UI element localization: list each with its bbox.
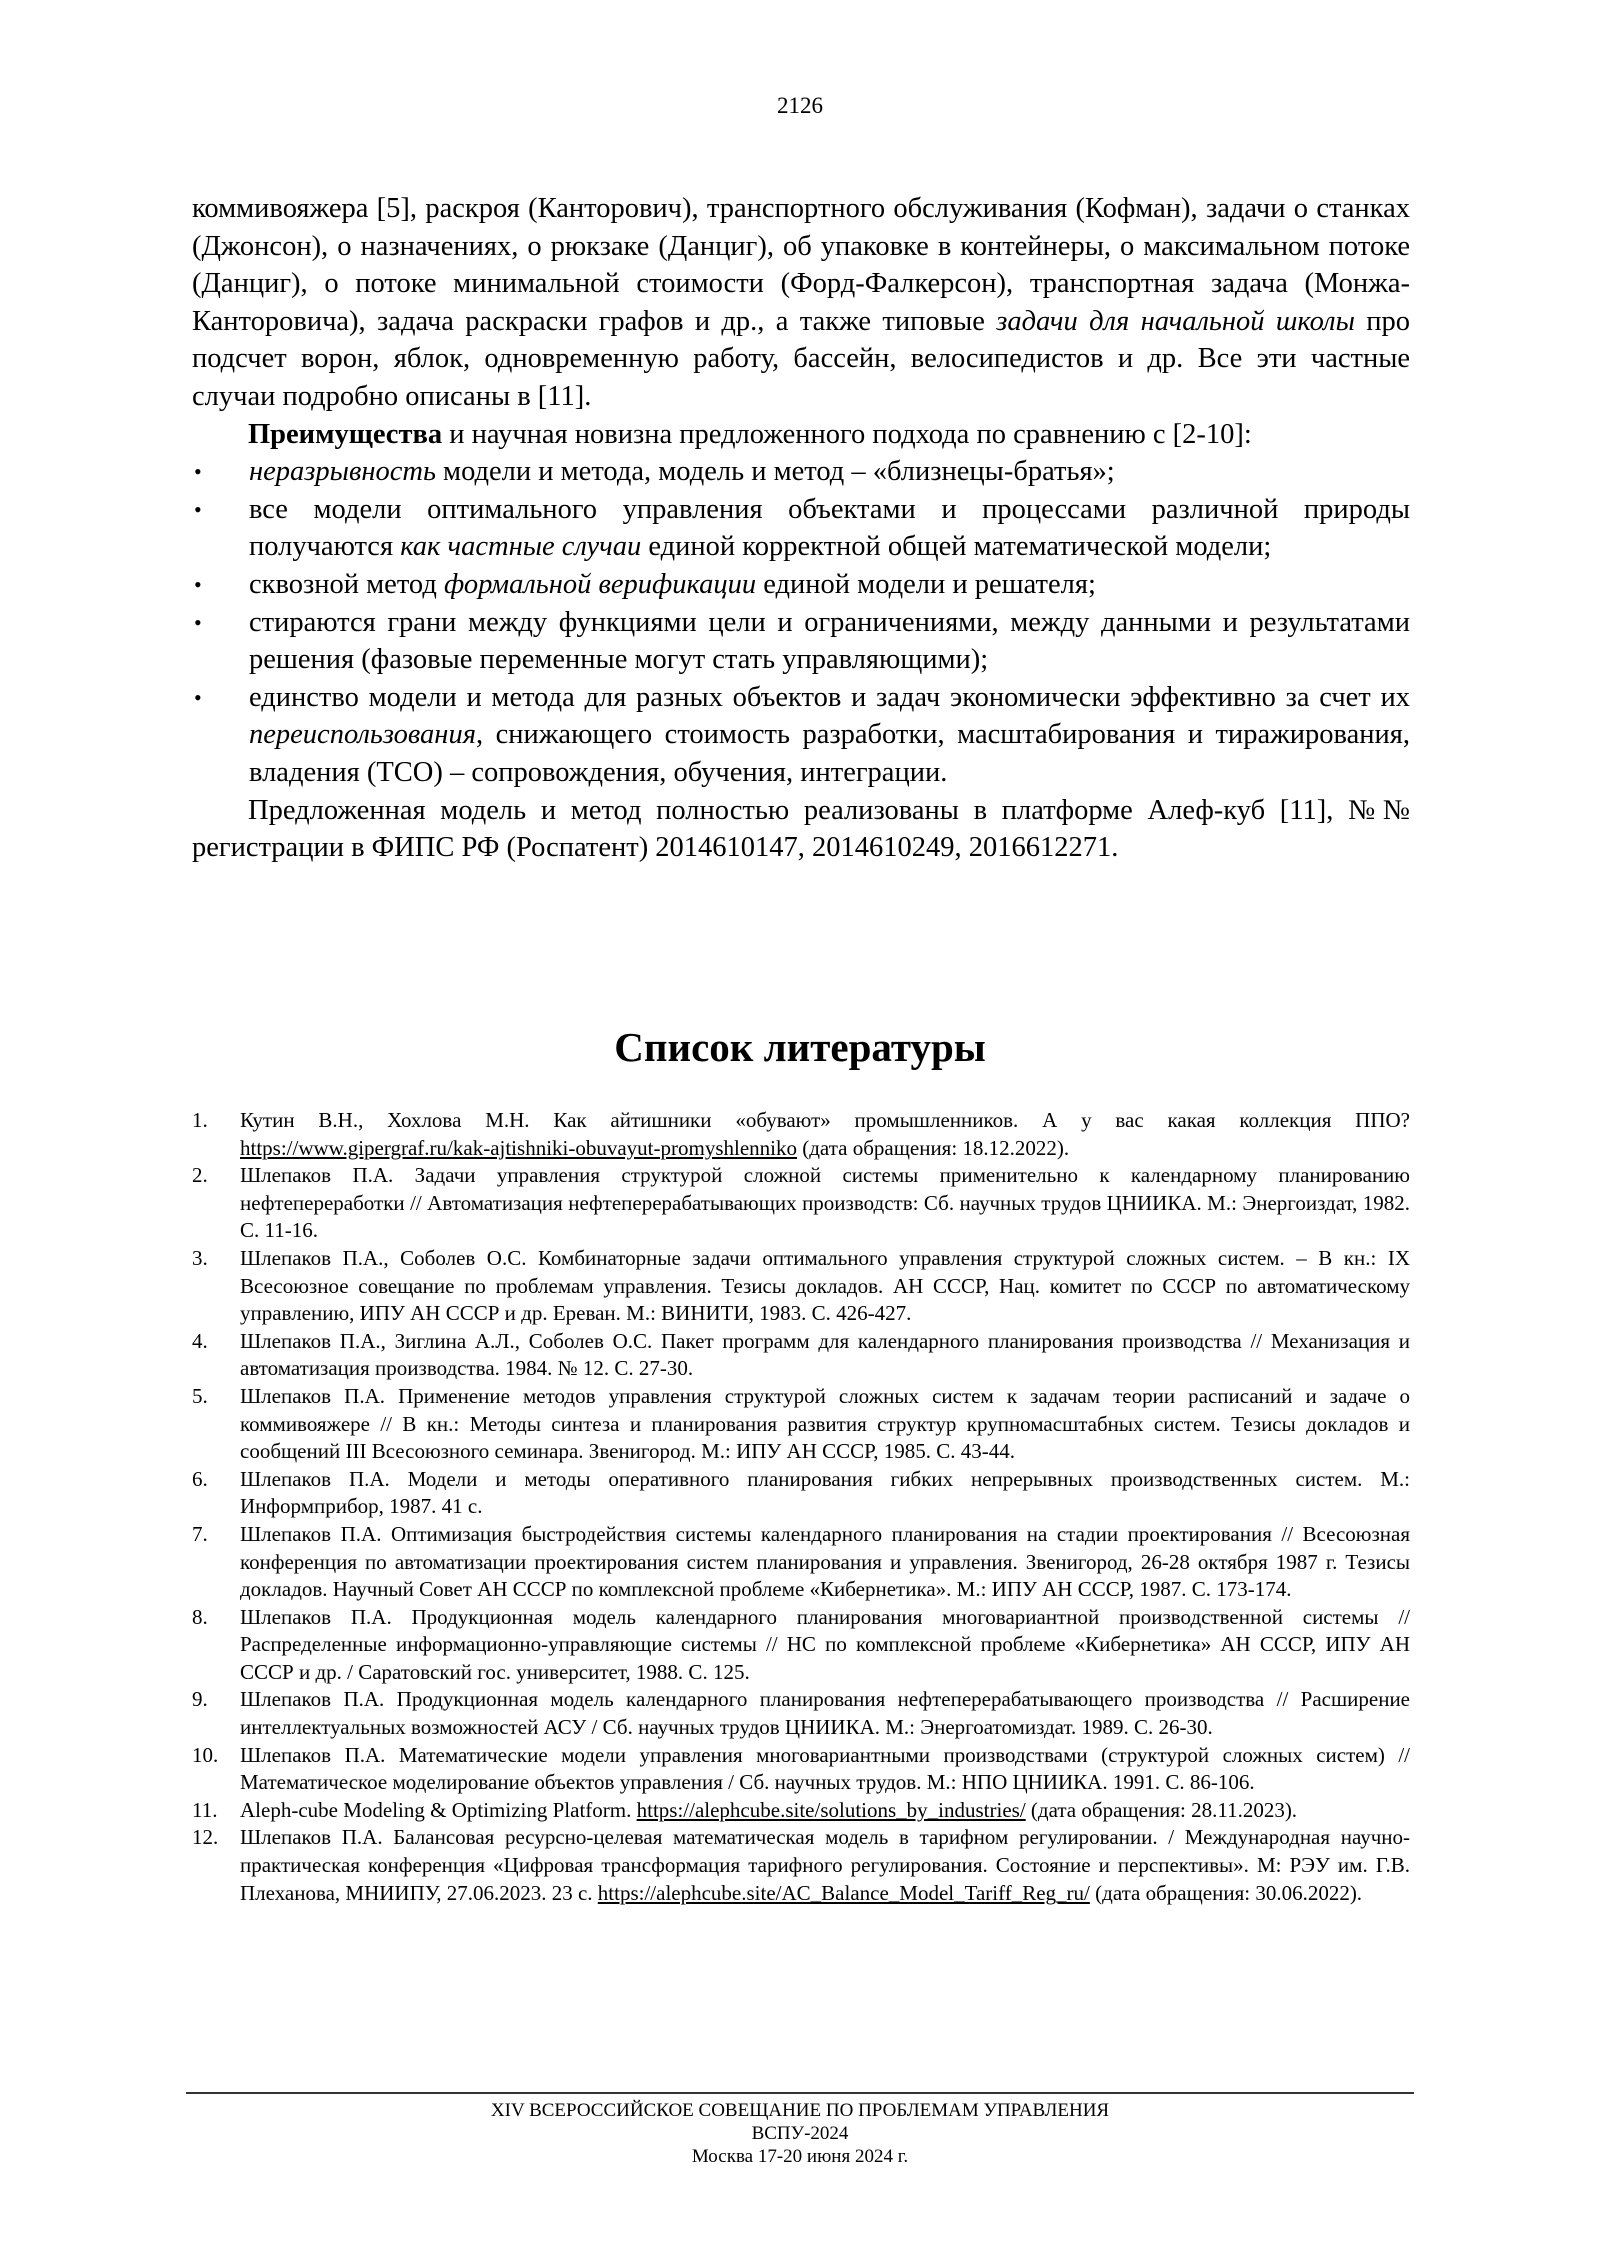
reference-link[interactable]: https://alephcube.site/AC_Balance_Model_Tariff_Reg_ru/ bbox=[597, 1880, 1090, 1905]
bullet-icon: • bbox=[194, 459, 202, 485]
advantages-list bbox=[192, 453, 1410, 791]
paragraph-problem-list: коммивояжера [5], раскроя (Канторович), транспортного обслуживания (Кофман), задачи о станках (Джонсон), о назначениях, о рюкзаке (Данциг), об упаковке в контейнеры, о максимальном потоке (Данциг), о потоке минимальной стоимости (Форд-Фалкерсон), транспортная задача (Монжа-Канторовича), задача раскраски графов и др., а также типовые задачи для начальной школы про подсчет ворон, яблок, одновременную работу, бассейн, велосипедистов и др. Все эти частные случаи подробно описаны в [11]. bbox=[192, 193, 1410, 412]
reference-item: 4. Шлепаков П.А., Зиглина А.Л., Соболев О.С. Пакет программ для календарного планирования производства // Механизация и автоматизация производства. 1984. № 12. С. 27-30. bbox=[192, 1328, 1410, 1381]
reference-item: 3. Шлепаков П.А., Соболев О.С. Комбинаторные задачи оптимального управления структурой сложных систем. – В кн.: IX Всесоюзное совещание по проблемам управления. Тезисы докладов. АН СССР, Нац. комитет по СССР по автоматическому управлению, ИПУ АН СССР и др. Ереван. М.: ВИНИТИ, 1983. С. 426-427. bbox=[192, 1245, 1410, 1326]
reference-item: 6. Шлепаков П.А. Модели и методы оперативного планирования гибких непрерывных производственных систем. М.: Информприбор, 1987. 41 с. bbox=[192, 1466, 1410, 1519]
body-text bbox=[192, 190, 1410, 867]
reference-item: 9. Шлепаков П.А. Продукционная модель календарного планирования нефтеперерабатывающего производства // Расширение интеллектуальных возможностей АСУ / Сб. научных трудов ЦНИИКА. М.: Энергоатомиздат. 1989. С. 26-30. bbox=[192, 1687, 1410, 1740]
reference-item: 8. Шлепаков П.А. Продукционная модель календарного планирования многовариантной производственной системы // Распределенные информационно-управляющие системы // НС по комплексной проблеме «Кибернетика» АН СССР, ИПУ АН СССР и др. / Саратовский гос. университет, 1988. С. 125. bbox=[192, 1604, 1410, 1684]
advantage-item: • стираются грани между функциями цели и ограничениями, между данными и результатами решения (фазовые переменные могут стать управляющими); bbox=[192, 604, 1410, 679]
advantage-item: • неразрывность модели и метода, модель и метод – «близнецы-братья»; bbox=[192, 453, 1410, 491]
references-heading: Список литературы bbox=[614, 1024, 986, 1070]
references-list bbox=[192, 1107, 1410, 1907]
italic-emphasis: задачи для начальной школы bbox=[996, 305, 1355, 337]
bullet-icon: • bbox=[194, 684, 202, 710]
advantage-item: • сквозной метод формальной верификации единой модели и решателя; bbox=[192, 566, 1410, 604]
footer-conference-location-date: Москва 17-20 июня 2024 г. bbox=[691, 2146, 909, 2167]
bold-term: Преимущества bbox=[248, 418, 443, 450]
reference-item: 5. Шлепаков П.А. Применение методов управления структурой сложных систем к задачам теории расписаний и задаче о коммивояжере // В кн.: Методы синтеза и планирования развития структур крупномасштабных систем. Тезисы докладов и сообщений III Всесоюзного семинара. Звенигород. М.: ИПУ АН СССР, 1985. С. 43-44. bbox=[192, 1383, 1410, 1464]
advantage-item: • все модели оптимального управления объектами и процессами различной природы получаются как частные случаи единой корректной общей математической модели; bbox=[192, 491, 1410, 566]
footer-conference-acronym: ВСПУ-2024 bbox=[751, 2123, 849, 2144]
bullet-icon: • bbox=[194, 496, 202, 522]
reference-item: 12. Шлепаков П.А. Балансовая ресурсно-целевая математическая модель в тарифном регулировании. / Международная научно-практическая конференция «Цифровая трансформация тарифного регулирования. Состояние и перспективы». М: РЭУ им. Г.В. Плеханова, МНИИПУ, 27.06.2023. 23 с. https://alephcube.site/AC_Balance_Model_Tariff_Reg_ru/ (дата обращения: 30.06.2022). bbox=[192, 1825, 1410, 1905]
bullet-icon: • bbox=[194, 609, 202, 635]
paragraph-implementation: Предложенная модель и метод полностью реализованы в платформе Алеф-куб [11], №№ регистрации в ФИПС РФ (Роспатент) 2014610147, 2014610249, 2016612271. bbox=[192, 794, 1410, 864]
reference-item: 10. Шлепаков П.А. Математические модели управления многовариантными производствами (структурой сложных систем) // Математическое моделирование объектов управления / Сб. научных трудов. М.: НПО ЦНИИКА. 1991. С. 86-106. bbox=[192, 1742, 1410, 1795]
reference-item: 1. Кутин В.Н., Хохлова М.Н. Как айтишники «обувают» промышленников. А у вас какая коллекция ППО? https://www.gipergraf.ru/kak-ajtishniki-obuvayut-promyshlenniko (дата обращения: 18.12.2022). bbox=[192, 1108, 1410, 1160]
bullet-icon: • bbox=[194, 571, 202, 597]
page-footer bbox=[0, 2099, 1600, 2168]
footer-conference-title: XIV ВСЕРОССИЙСКОЕ СОВЕЩАНИЕ ПО ПРОБЛЕМАМ УПРАВЛЕНИЯ bbox=[490, 2100, 1110, 2121]
reference-item: 11. Aleph-cube Modeling & Optimizing Platform. https://alephcube.site/solutions_by_industries/ (дата обращения: 28.11.2023). bbox=[192, 1797, 1298, 1822]
paragraph-advantages-intro: Преимущества и научная новизна предложенного подхода по сравнению с [2-10]: bbox=[248, 418, 1252, 450]
advantage-item: • единство модели и метода для разных объектов и задач экономически эффективно за счет их переиспользования, снижающего стоимость разработки, масштабирования и тиражирования, владения (ТСО) – сопровождения, обучения, интеграции. bbox=[192, 679, 1410, 792]
reference-item: 2. Шлепаков П.А. Задачи управления структурой сложной системы применительно к календарному планированию нефтепереработки // Автоматизация нефтеперерабатывающих производств: Сб. научных трудов ЦНИИКА. М.: Энергоиздат, 1982. С. 11-16. bbox=[192, 1163, 1410, 1243]
page-number: 2126 bbox=[777, 93, 823, 118]
footer-divider bbox=[186, 2092, 1414, 2094]
reference-link[interactable]: https://alephcube.site/solutions_by_industries/ bbox=[636, 1797, 1026, 1822]
reference-link[interactable]: https://www.gipergraf.ru/kak-ajtishniki-obuvayut-promyshlenniko bbox=[240, 1135, 797, 1160]
reference-item: 7. Шлепаков П.А. Оптимизация быстродействия системы календарного планирования на стадии проектирования // Всесоюзная конференция по автоматизации проектирования систем планирования и управления. Звенигород, 26-28 октября 1987 г. Тезисы докладов. Научный Совет АН СССР по комплексной проблеме «Кибернетика». М.: ИПУ АН СССР, 1987. С. 173-174. bbox=[192, 1521, 1410, 1602]
